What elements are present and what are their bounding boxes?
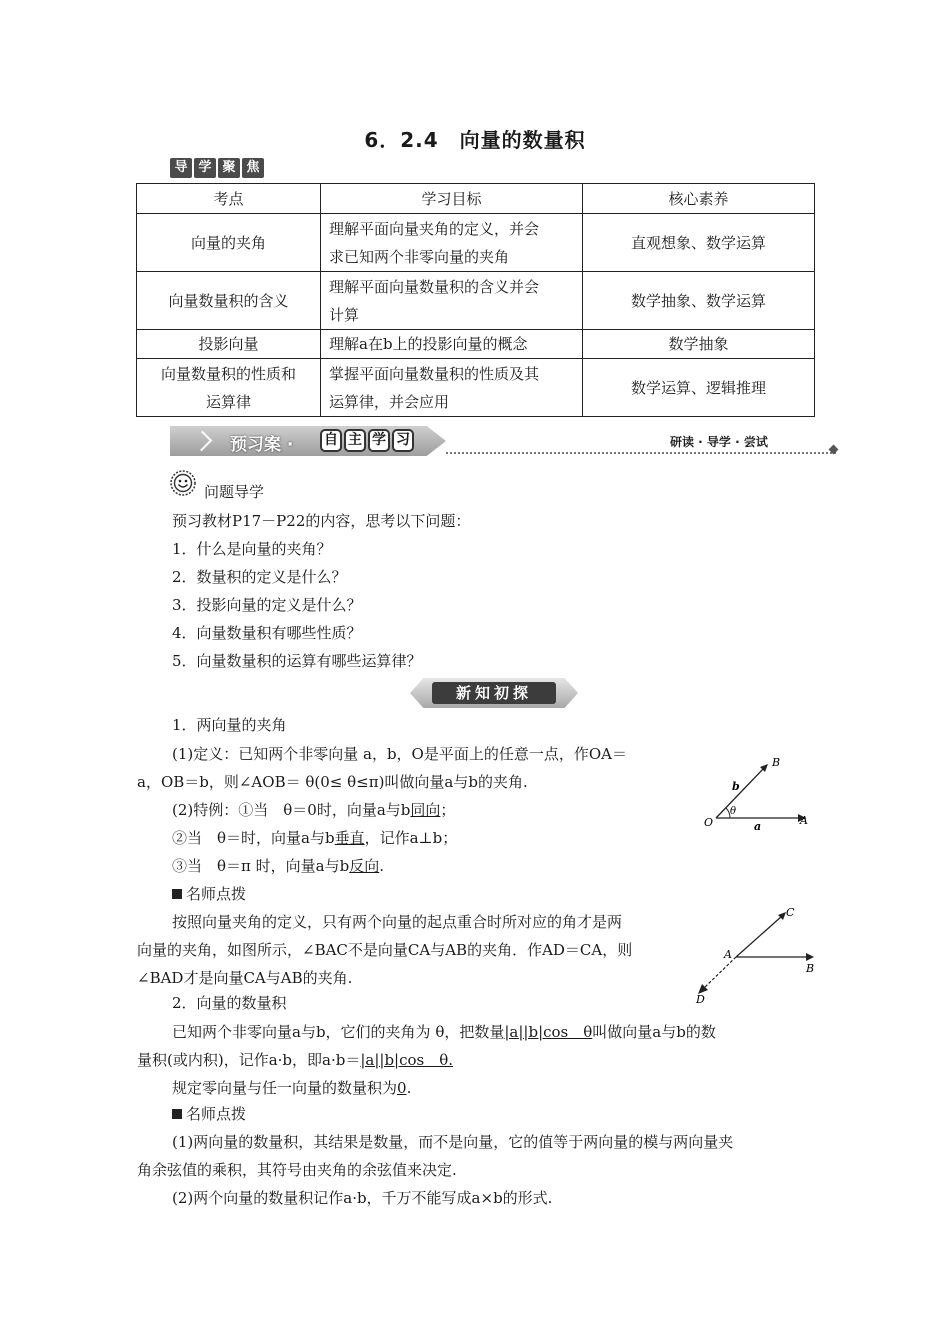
section1-heading: 1．两向量的夹角 [172,716,287,734]
guide-tag-char: 聚 [218,158,240,178]
label-o: O [704,816,714,829]
label-vec-b: b [732,780,740,793]
table-cell-goal: 理解平面向量数量积的含义并会 计算 [321,272,583,330]
label-vec-a: a [754,820,762,832]
tip1-line2: 向量的夹角，如图所示，∠BAC不是向量CA与AB的夹角．作AD＝CA，则 [137,941,633,959]
label-b: B [806,962,815,975]
banner-char: 习 [392,429,414,452]
angle-bac-figure [688,902,822,1006]
label-b: B [772,756,781,769]
table-header: 考点 [137,184,321,214]
guide-tag-char: 导 [170,158,192,178]
guide-tag-char: 焦 [242,158,264,178]
goals-table [136,183,815,417]
tip2-line1: (1)两向量的数量积，其结果是数量，而不是向量，它的值等于两向量的模与两向量夹 [172,1133,734,1151]
section2-line1: 已知两个非零向量a与b，它们的夹角为 θ，把数量|a||b|cos θ叫做向量a与b的数 [172,1023,716,1041]
questions-intro: 预习教材P17－P22的内容，思考以下问题： [172,512,471,530]
table-cell-topic: 向量数量积的性质和 运算律 [137,359,321,417]
tip1-heading: 名师点拨 [172,883,246,904]
table-cell-literacy: 数学抽象 [583,330,815,359]
table-cell-literacy: 数学运算、逻辑推理 [583,359,815,417]
label-c: C [786,906,795,919]
square-bullet-icon [172,889,182,899]
section2-line2: 量积(或内积)，记作a·b，即a·b＝|a||b|cos θ. [137,1051,454,1069]
page-title: 6．2.4 向量的数量积 [364,128,586,152]
question-item: 3．投影向量的定义是什么？ [172,596,362,614]
section2-heading: 2．向量的数量积 [172,994,287,1012]
banner-label: 预习案 · [230,435,294,455]
table-row [137,330,815,359]
preview-banner [170,426,842,456]
square-bullet-icon [172,1109,182,1119]
table-cell-literacy: 数学抽象、数学运算 [583,272,815,330]
tip2-line2: 角余弦值的乘积，其符号由夹角的余弦值来决定. [137,1161,457,1179]
banner-right-text: 研读 · 导学 · 尝试 [670,435,768,449]
angle-figure [698,752,818,832]
banner-dotted-rule [446,452,836,454]
banner-zizhu [320,429,414,452]
tip1-line1: 按照向量夹角的定义，只有两个向量的起点重合时所对应的角才是两 [172,913,623,931]
banner-char: 学 [368,429,390,452]
table-cell-goal: 理解平面向量夹角的定义，并会 求已知两个非零向量的夹角 [321,214,583,272]
tip2-heading: 名师点拨 [172,1103,246,1124]
banner-char: 自 [320,429,342,452]
label-theta: θ [730,806,737,817]
table-cell-literacy: 直观想象、数学运算 [583,214,815,272]
question-item: 2．数量积的定义是什么？ [172,568,347,586]
questions-heading: 问题导学 [204,483,265,501]
table-cell-goal: 理解a在b上的投影向量的概念 [321,330,583,359]
table-cell-topic: 向量的夹角 [137,214,321,272]
label-a: A [724,948,732,961]
section2-line3: 规定零向量与任一向量的数量积为0. [172,1079,412,1097]
xinzhi-label: 新知初探 [432,682,556,704]
table-row [137,214,815,272]
xinzhi-banner [410,678,578,708]
section1-special-2: ②当 θ＝时，向量a与b垂直，记作a⊥b； [172,829,458,847]
table-cell-topic: 向量数量积的含义 [137,272,321,330]
section1-def-line2: a，OB＝b，则∠AOB＝ θ(0≤ θ≤π)叫做向量a与b的夹角. [137,773,528,791]
smiley-icon [170,470,196,496]
section1-special-1: (2)特例：①当 θ＝0时，向量a与b同向； [172,801,456,819]
question-item: 4．向量数量积有哪些性质？ [172,624,362,642]
label-d: D [696,993,705,1006]
guide-tag-char: 学 [194,158,216,178]
section1-def-line1: (1)定义：已知两个非零向量 a，b，O是平面上的任意一点，作OA＝ [172,745,627,763]
table-header-row [137,184,815,214]
table-header: 核心素养 [583,184,815,214]
table-row [137,272,815,330]
tip2-line3: (2)两个向量的数量积记作a·b，千万不能写成a×b的形式. [172,1189,553,1207]
table-row [137,359,815,417]
table-cell-topic: 投影向量 [137,330,321,359]
banner-char: 主 [344,429,366,452]
section1-special-3: ③当 θ＝π 时，向量a与b反向. [172,857,384,875]
table-header: 学习目标 [321,184,583,214]
tip1-line3: ∠BAD才是向量CA与AB的夹角. [137,969,353,987]
question-item: 5．向量数量积的运算有哪些运算律？ [172,652,422,670]
guide-tag [170,158,264,178]
table-cell-goal: 掌握平面向量数量积的性质及其 运算律，并会应用 [321,359,583,417]
question-item: 1．什么是向量的夹角？ [172,540,332,558]
label-a: A [800,814,808,827]
